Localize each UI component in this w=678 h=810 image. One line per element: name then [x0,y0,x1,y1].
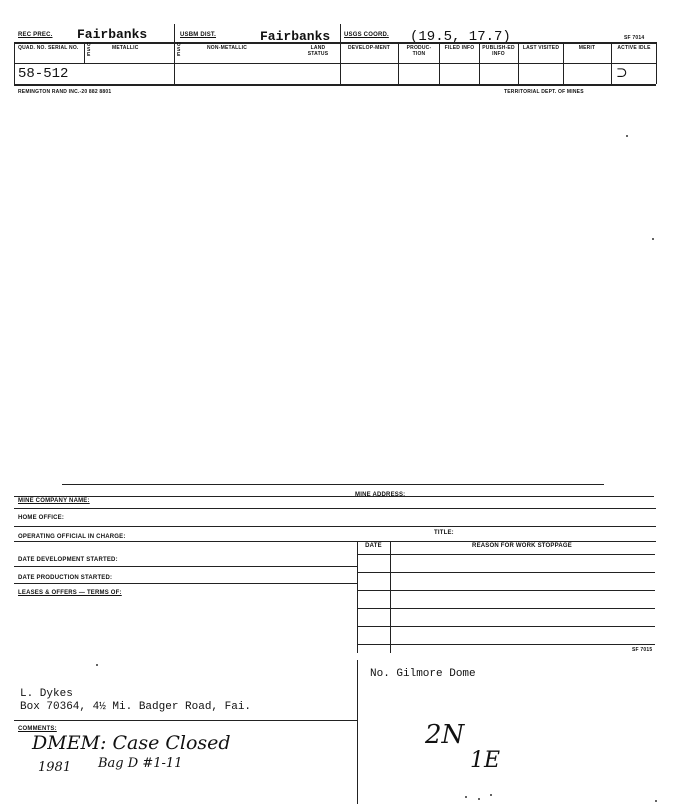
handwritten-year: 1981 [38,760,72,775]
mine-address-label: MINE ADDRESS: [355,492,406,498]
handwritten-range: 1E [470,748,501,773]
col-serial-no: SERIAL NO. [48,45,79,51]
rec-prec-label: REC PREC. [18,32,53,38]
active-idle-mark: ⊃ [616,65,628,81]
quad-serial-value: 58-512 [18,66,69,82]
date-column-header: DATE [365,543,382,549]
title-label: TITLE: [434,530,454,536]
date-development-label: DATE DEVELOPMENT STARTED: [18,557,118,563]
col-published-info: PUBLISH-ED INFO [482,45,515,57]
scan-speck [626,135,628,137]
contact-name: L. Dykes [20,688,73,700]
form-number-top: SF 7014 [624,35,645,41]
leases-offers-label: LEASES & OFFERS — TERMS OF: [18,590,122,596]
col-merit: MERIT [578,45,596,51]
comments-label: COMMENTS: [18,726,57,732]
scan-speck [465,796,467,798]
usbm-dist-value: Fairbanks [260,29,331,44]
location-note: No. Gilmore Dome [370,668,476,680]
usbm-dist-label: USBM DIST. [180,32,217,38]
col-development: DEVELOP-MENT [347,45,391,51]
printer-imprint: REMINGTON RAND INC.-20 882 8801 [18,89,112,95]
handwritten-comment: DMEM: Case Closed [32,732,231,754]
col-production: PRODUC-TION [406,45,432,57]
col-land-status: LAND STATUS [307,45,329,57]
col-active-idle: ACTIVE IDLE [617,45,651,51]
usgs-coord-value: (19.5, 17.7) [410,29,511,45]
home-office-label: HOME OFFICE: [18,515,65,521]
scan-speck [655,800,657,802]
col-use-metallic: U S E [87,42,91,58]
col-use-nonmetallic: U S E [177,42,181,58]
scan-speck [96,664,98,666]
usgs-coord-label: USGS COORD. [344,32,389,38]
contact-address: Box 70364, 4½ Mi. Badger Road, Fai. [20,701,252,713]
col-quad-no: QUAD. NO. [18,45,47,51]
col-metallic: METALLIC [112,45,139,51]
issuer-imprint: TERRITORIAL DEPT. OF MINES [504,89,584,95]
col-filed-info: FILED INFO [444,45,475,51]
date-production-label: DATE PRODUCTION STARTED: [18,575,113,581]
scan-speck [478,798,480,800]
scan-speck [652,238,654,240]
form-number-bottom: SF 7015 [632,647,653,653]
reason-column-header: REASON FOR WORK STOPPAGE [472,543,572,549]
col-non-metallic: NON-METALLIC [207,45,248,51]
col-last-visited: LAST VISITED [522,45,560,51]
scan-speck [490,794,492,796]
rec-prec-value: Fairbanks [77,27,148,42]
mine-company-name-label: MINE COMPANY NAME: [18,498,90,504]
operating-official-label: OPERATING OFFICIAL IN CHARGE: [18,534,126,540]
handwritten-township: 2N [425,720,465,750]
handwritten-bag-ref: Bag D #1-11 [98,756,183,771]
